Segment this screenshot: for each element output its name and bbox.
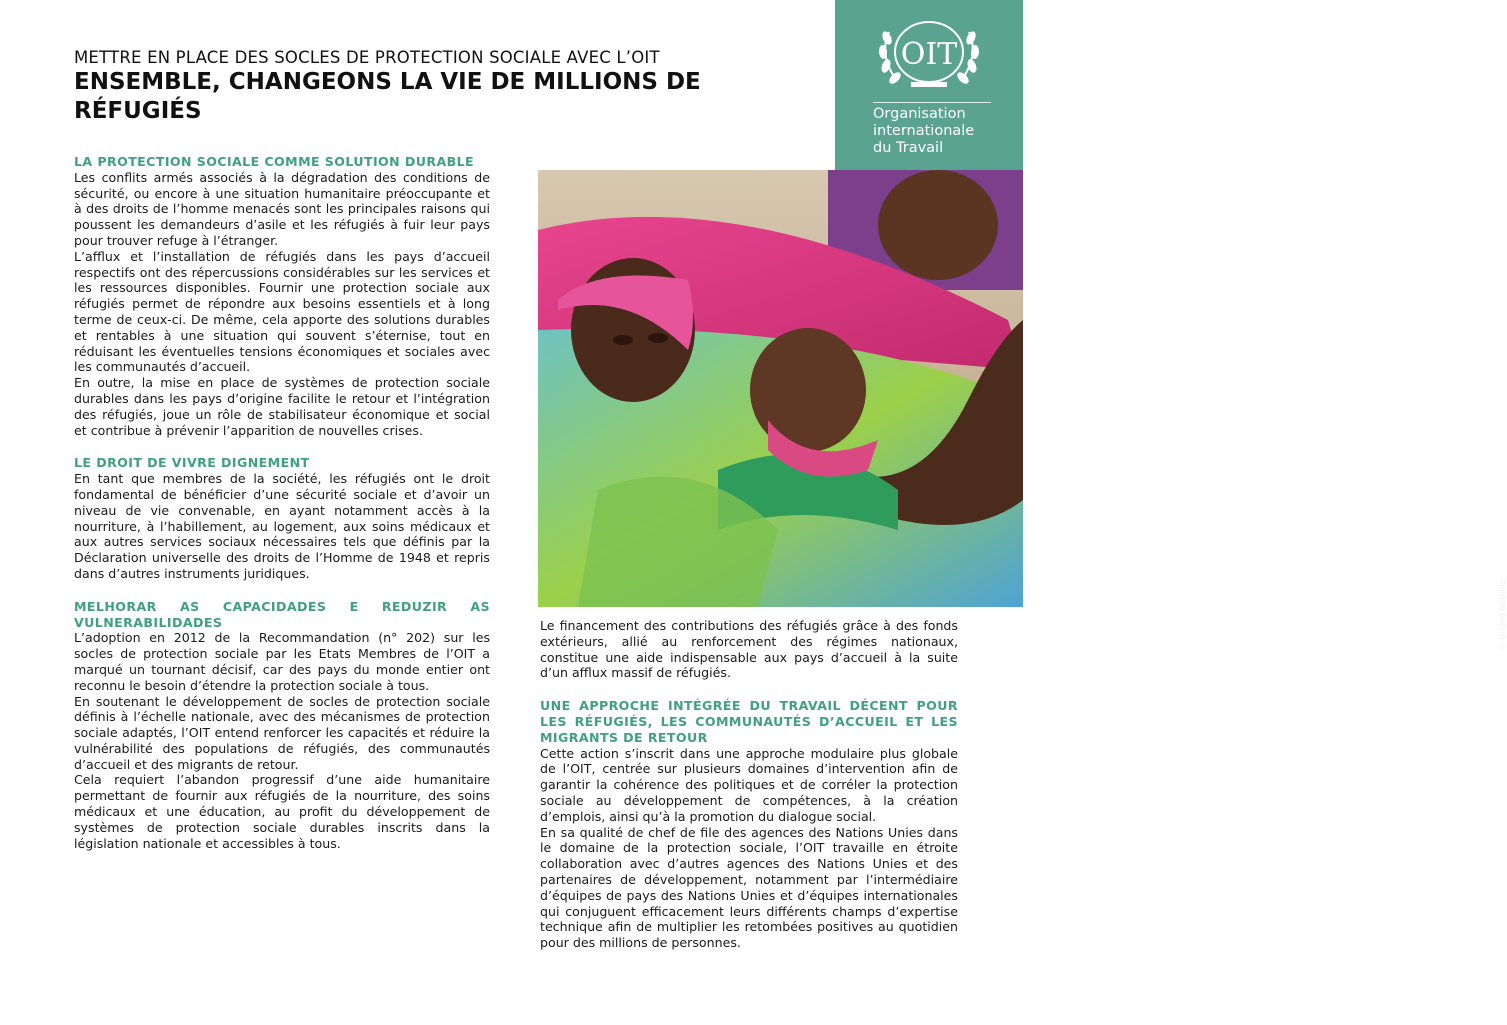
section-financement: [540, 618, 958, 681]
paragraph: L’adoption en 2012 de la Recommandation (n° 202) sur les socles de protection sociale par les Etats Membres de l’OIT a marqué un tournant décisif, car des pays du monde entier ont reconnu le besoin d’étendre la protection sociale à tous.: [74, 630, 490, 693]
right-column: [540, 618, 958, 968]
paragraph: En soutenant le développement de socles de protection sociale définis à l’échelle nationale, avec des mécanismes de protection sociale adaptés, l’OIT entend renforcer les capacités et réduire la vulnérabilité des populations de réfugiés, des communautés d’accueil et des migrants de retour.: [74, 693, 490, 772]
section-heading: MELHORAR AS CAPACIDADES E REDUZIR AS VULNERABILIDADES: [74, 598, 490, 630]
logo-mark: OIT: [900, 37, 958, 72]
logo-divider: [873, 102, 991, 103]
paragraph: En outre, la mise en place de systèmes de protection sociale durables dans les pays d’origine facilite le retour et l’intégration des réfugiés, joue un rôle de stabilisateur économique et social et contribue à prévenir l’apparition de nouvelles crises.: [74, 375, 490, 438]
paragraph: En sa qualité de chef de file des agences des Nations Unies dans le domaine de la protection sociale, l’OIT travaille en étroite collaboration avec d’autres agences des Nations Unies et des partenaires de développement, notamment par l’intermédiaire d’équipes de pays des Nations Unies et d’équipes internationales qui conjuguent efficacement leurs différents champs d’expertise technique afin de multiplier les retombées positives au quotidien pour des millions de personnes.: [540, 824, 958, 951]
section-protection-durable: [74, 154, 490, 438]
section-droit-vivre: [74, 455, 490, 581]
paragraph: En tant que membres de la société, les réfugiés ont le droit fondamental de bénéficier d’une sécurité sociale et d’avoir un niveau de vie convenable, en ayant notamment accès à la nourriture, à l’habillement, au logement, aux soins médicaux et aux autres services sociaux nécessaires tels que définis par la Déclaration universelle des droits de l’Homme de 1948 et repris dans d’autres instruments juridiques.: [74, 471, 490, 581]
logo-line-3: du Travail: [873, 140, 944, 156]
logo-caption: [873, 106, 974, 157]
paragraph: L’afflux et l’installation de réfugiés dans les pays d’accueil respectifs ont des répercussions considérables sur les services et les ressources disponibles. Fournir une protection sociale aux réfugiés permet de répondre aux besoins essentiels et à long terme de ceux-ci. De même, cela apporte des solutions durables et rentables à une situation qui souvent s’éternise, tout en réduisant les éventuelles tensions économiques et sociales avec les communautés d’accueil.: [74, 248, 490, 375]
paragraph: Cette action s’inscrit dans une approche modulaire plus globale de l’OIT, centrée sur plusieurs domaines d’intervention afin de garantir la cohérence des politiques et de corréler la protection sociale au développement de compétences, à la création d’emplois, ainsi qu’à la promotion du dialogue social.: [540, 745, 958, 824]
oit-emblem-icon: [867, 12, 991, 98]
header-subtitle: METTRE EN PLACE DES SOCLES DE PROTECTION SOCIALE AVEC L’OIT: [74, 48, 660, 67]
page-title: ENSEMBLE, CHANGEONS LA VIE DE MILLIONS DE RÉFUGIÉS: [74, 69, 701, 124]
section-approche-integree: [540, 698, 958, 951]
paragraph: Les conflits armés associés à la dégradation des conditions de sécurité, ou encore à une situation humanitaire préoccupante et à des droits de l’homme menacés sont les principales raisons qui poussent les demandeurs d’asile et les réfugiés à fuir leur pays pour trouver refuge à l’étranger.: [74, 169, 490, 248]
section-heading: UNE APPROCHE INTÉGRÉE DU TRAVAIL DÉCENT POUR LES RÉFUGIÉS, LES COMMUNAUTÉS D’ACCUEIL ET LES MIGRANTS DE RETOUR: [540, 698, 958, 745]
logo-line-1: Organisation: [873, 106, 966, 122]
section-heading: LE DROIT DE VIVRE DIGNEMENT: [74, 455, 310, 471]
paragraph: Le financement des contributions des réfugiés grâce à des fonds extérieurs, allié au renforcement des régimes nationaux, constitue une aide indispensable aux pays d’accueil à la suite d’un afflux massif de réfugiés.: [540, 618, 958, 681]
left-column: [74, 154, 490, 868]
section-heading: LA PROTECTION SOCIALE COMME SOLUTION DURABLE: [74, 154, 475, 169]
photo-illustration: [538, 170, 1023, 607]
logo-line-2: internationale: [873, 123, 975, 139]
oit-logo-block: [835, 0, 1023, 170]
section-capacidades: [74, 599, 490, 852]
photo-credit: © United Nations: [1498, 580, 1507, 650]
paragraph: Cela requiert l’abandon progressif d’une aide humanitaire permettant de fournir aux réfugiés de la nourriture, des soins médicaux et une éducation, au profit du développement de systèmes de protection sociale durables inscrits dans la législation nationale et accessibles à tous.: [74, 772, 490, 851]
